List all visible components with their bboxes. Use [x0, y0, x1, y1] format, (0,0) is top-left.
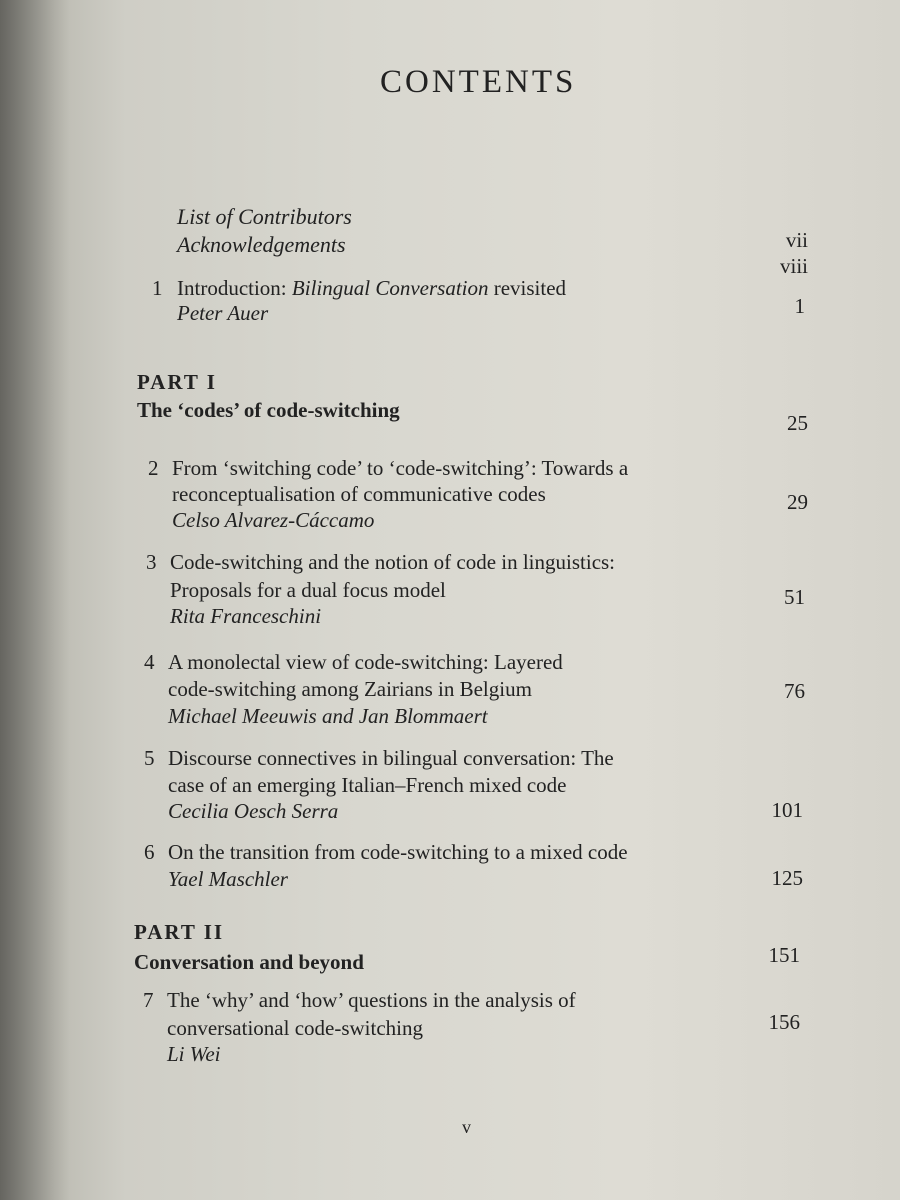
page-title: CONTENTS: [380, 64, 577, 100]
chapter-author: Celso Alvarez-Cáccamo: [172, 508, 375, 532]
chapter-page: 125: [771, 866, 803, 890]
intro-title-suffix: revisited: [488, 276, 567, 300]
front-matter-contributors-page: vii: [785, 228, 808, 252]
page-number-footer: v: [462, 1117, 471, 1137]
chapter-author: Li Wei: [167, 1042, 221, 1066]
chapter-page: 156: [768, 1010, 800, 1034]
chapter-title-line: Proposals for a dual focus model: [170, 578, 446, 602]
part-heading: PART II: [134, 920, 225, 944]
chapter-title-line: Discourse connectives in bilingual conversation: The: [168, 746, 614, 770]
chapter-page: 101: [771, 798, 803, 822]
part-subtitle: Conversation and beyond: [134, 950, 364, 974]
chapter-title-line: case of an emerging Italian–French mixed code: [168, 773, 567, 797]
chapter-number: 3: [146, 550, 157, 574]
front-matter-contributors: List of Contributors: [177, 204, 352, 229]
chapter-author: Cecilia Oesch Serra: [168, 799, 339, 823]
intro-page: 1: [794, 294, 805, 318]
chapter-number: 7: [143, 988, 154, 1012]
front-matter-acknowledgements: Acknowledgements: [177, 232, 346, 257]
chapter-number: 6: [144, 840, 155, 864]
intro-author: Peter Auer: [177, 301, 269, 325]
chapter-page: 29: [787, 490, 808, 514]
page-gutter-shadow: [0, 0, 70, 1200]
chapter-author: Yael Maschler: [168, 867, 288, 891]
part-page: 25: [787, 411, 808, 435]
chapter-page: 51: [784, 585, 805, 609]
chapter-author: Rita Franceschini: [170, 604, 322, 628]
chapter-title-line: A monolectal view of code-switching: Layered: [168, 650, 563, 674]
chapter-title-line: reconceptualisation of communicative codes: [172, 482, 546, 506]
chapter-author: Michael Meeuwis and Jan Blommaert: [168, 704, 488, 728]
chapter-title-line: The ‘why’ and ‘how’ questions in the analysis of: [167, 988, 576, 1012]
chapter-title-line: conversational code-switching: [167, 1016, 423, 1040]
chapter-title-line: On the transition from code-switching to a mixed code: [168, 840, 628, 864]
front-matter-acknowledgements-page: viii: [779, 254, 808, 278]
chapter-title-line: From ‘switching code’ to ‘code-switching’: Towards a: [172, 456, 629, 480]
intro-title: [177, 278, 566, 299]
part-subtitle: The ‘codes’ of code-switching: [137, 398, 400, 422]
intro-title-prefix: Introduction:: [177, 276, 292, 300]
part-page: 151: [768, 943, 800, 967]
chapter-title-line: code-switching among Zairians in Belgium: [168, 677, 532, 701]
intro-title-italic: Bilingual Conversation: [291, 276, 489, 300]
part-heading: PART I: [137, 370, 217, 394]
chapter-number: 4: [144, 650, 155, 674]
chapter-number: 5: [144, 746, 155, 770]
chapter-number: 1: [152, 276, 163, 300]
chapter-number: 2: [148, 456, 159, 480]
chapter-title-line: Code-switching and the notion of code in linguistics:: [170, 550, 616, 574]
chapter-page: 76: [784, 679, 805, 703]
